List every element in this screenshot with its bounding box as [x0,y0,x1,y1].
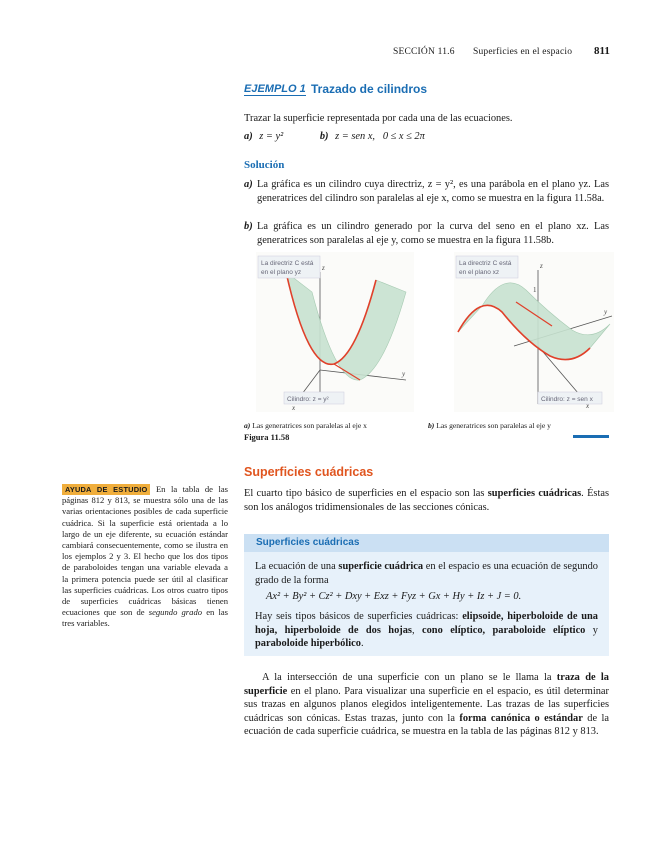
study-help-emphasis: segundo grado [148,607,203,618]
definition-title: Superficies cuádricas [256,537,360,548]
closing-paragraph [244,671,609,739]
callout-b-line2: en el plano xz [459,269,500,276]
def-p2-bold3: paraboloide hiperbólico [255,638,361,650]
closing-b2: forma canónica o estándar [459,712,583,724]
figure-accent-bar [573,435,609,438]
part-b-label: b) [319,131,329,142]
section-number: SECCIÓN 11.6 [393,47,455,57]
solution-b-label: b) [244,221,253,232]
callout-b-line1: La directriz C está [459,260,512,267]
solution-heading: Solución [244,159,285,171]
solution-a-text: La gráfica es un cilindro cuya directriz, z = y², es una parábola en el plano yz. Las generatrices del cilindro son paralelas al eje x, como se muestra en la figura 11.58a. [257,179,609,204]
caption-a [244,421,367,430]
quadric-equation: Ax² + By² + Cz² + Dxy + Exz + Fyz + Gx + Hy + Iz + J = 0. [266,591,522,602]
def-p2-a: Hay seis tipos básicos de superficies cuádricas: [255,611,463,622]
study-help-tag: AYUDA DE ESTUDIO [62,484,150,495]
definition-equation [266,590,521,604]
caption-b [428,421,551,430]
solution-a-label: a) [244,179,253,190]
equation-a: z = y² [259,131,284,142]
callout-a-line2: en el plano yz [261,269,302,276]
closing-t2: en el plano. Para visualizar una superficie en el espacio, es útil determinar sus trazas en algunos planos elegidos inteligentemente. Las trazas de las superficies cuádricas son cónicas. Estas trazas, junto con la [244,685,609,724]
solution-part-b [244,220,609,247]
curve-label-b: Cilindro: z = sen x [541,396,593,403]
def-p2-bold2: cono elíptico, paraboloide elíptico [422,624,586,636]
intro-text-2: . Éstas son los análogos tridimensionales de las secciones cónicas. [244,488,609,513]
definition-p2 [255,610,598,651]
figure-parabolic-cylinder [256,252,414,412]
caption-a-text: Las generatrices son paralelas al eje x [252,421,367,430]
axis-label-y-b: y [604,308,608,316]
def-p2-bold: elipsoide, hiperboloide de una hoja, hiperboloide de dos hojas [255,611,598,636]
example-title: Trazado de cilindros [311,82,428,96]
example-prompt: Trazar la superficie representada por cada una de las ecuaciones. [244,113,513,124]
axis-label-y-a: y [402,370,406,378]
intro-bold: superficies cuádricas [487,488,582,499]
sine-sheet [458,283,610,360]
curve-label-a: Cilindro: z = y² [287,396,329,403]
study-help-sidebar [62,484,228,630]
solution-part-a [244,178,609,205]
axis-tick-one: 1 [533,286,537,294]
definition-p1 [255,560,598,587]
axis-label-x-a: x [292,404,296,412]
closing-b1: traza de la superficie [244,672,609,697]
def-p2-e: . [360,638,364,650]
figure-label: Figura 11.58 [244,432,290,442]
callout-a-line1: La directriz C está [261,260,314,267]
section-intro [244,487,609,514]
example-equations [244,130,609,144]
def-p1-b: en el espacio es una ecuación de segundo grado de la forma [255,561,598,586]
section-heading: Superficies cuádricas [244,465,374,479]
part-a-label: a) [244,131,253,142]
example-label: EJEMPLO 1 [244,83,306,95]
study-help-end: en las tres variables. [62,607,228,629]
caption-b-text: Las generatrices son paralelas al eje y [436,421,551,430]
def-p1-a: La ecuación de una [255,561,339,572]
caption-b-label: b) [428,421,435,430]
study-help-text: En la tabla de las páginas 812 y 813, se muestra sólo una de las varias orientaciones posibles de cada superficie cuádrica. Si la superficie está orientada a lo largo de un eje diferente, su ecuación estándar cambiará consecuentemente, como se ilustra en los ejemplos 2 y 3. El hecho que los dos tipos de paraboloides tengan una variable elevada a la primera potencia puede ser útil al clasificar las superficies cuádricas. Los otros cuatro tipos de superficies cuádricas básicas tienen ecuaciones que son de [62,484,229,618]
definition-box [244,534,609,656]
closing-t3: de la ecuación de cada superficie cuádrica, se muestra en la tabla de las páginas 812 y 813. [244,712,609,738]
axis-label-z-b: z [540,262,543,270]
intro-text-1: El cuarto tipo básico de superficies en el espacio son las [244,488,488,499]
solution-b-text: La gráfica es un cilindro generado por la curva del seno en el plano xz. Las generatrices son paralelas al eje y, como se muestra en la figura 11.58b. [257,221,609,246]
page-number: 811 [594,45,610,57]
def-p1-bold: superficie cuádrica [338,561,424,572]
def-p2-c: , [411,624,422,636]
section-title: Superficies en el espacio [473,47,573,57]
axis-label-z-a: z [322,264,325,272]
caption-a-label: a) [244,421,251,430]
figure-sine-cylinder [454,252,614,412]
definition-box-header [244,534,609,552]
def-p2-d: y [585,624,599,636]
axis-label-x-b: x [586,402,590,410]
parabolic-sheet [286,272,406,380]
closing-t1: A la intersección de una superficie con un plano se le llama la [262,672,557,683]
equation-b: z = sen x, 0 ≤ x ≤ 2π [335,131,425,142]
